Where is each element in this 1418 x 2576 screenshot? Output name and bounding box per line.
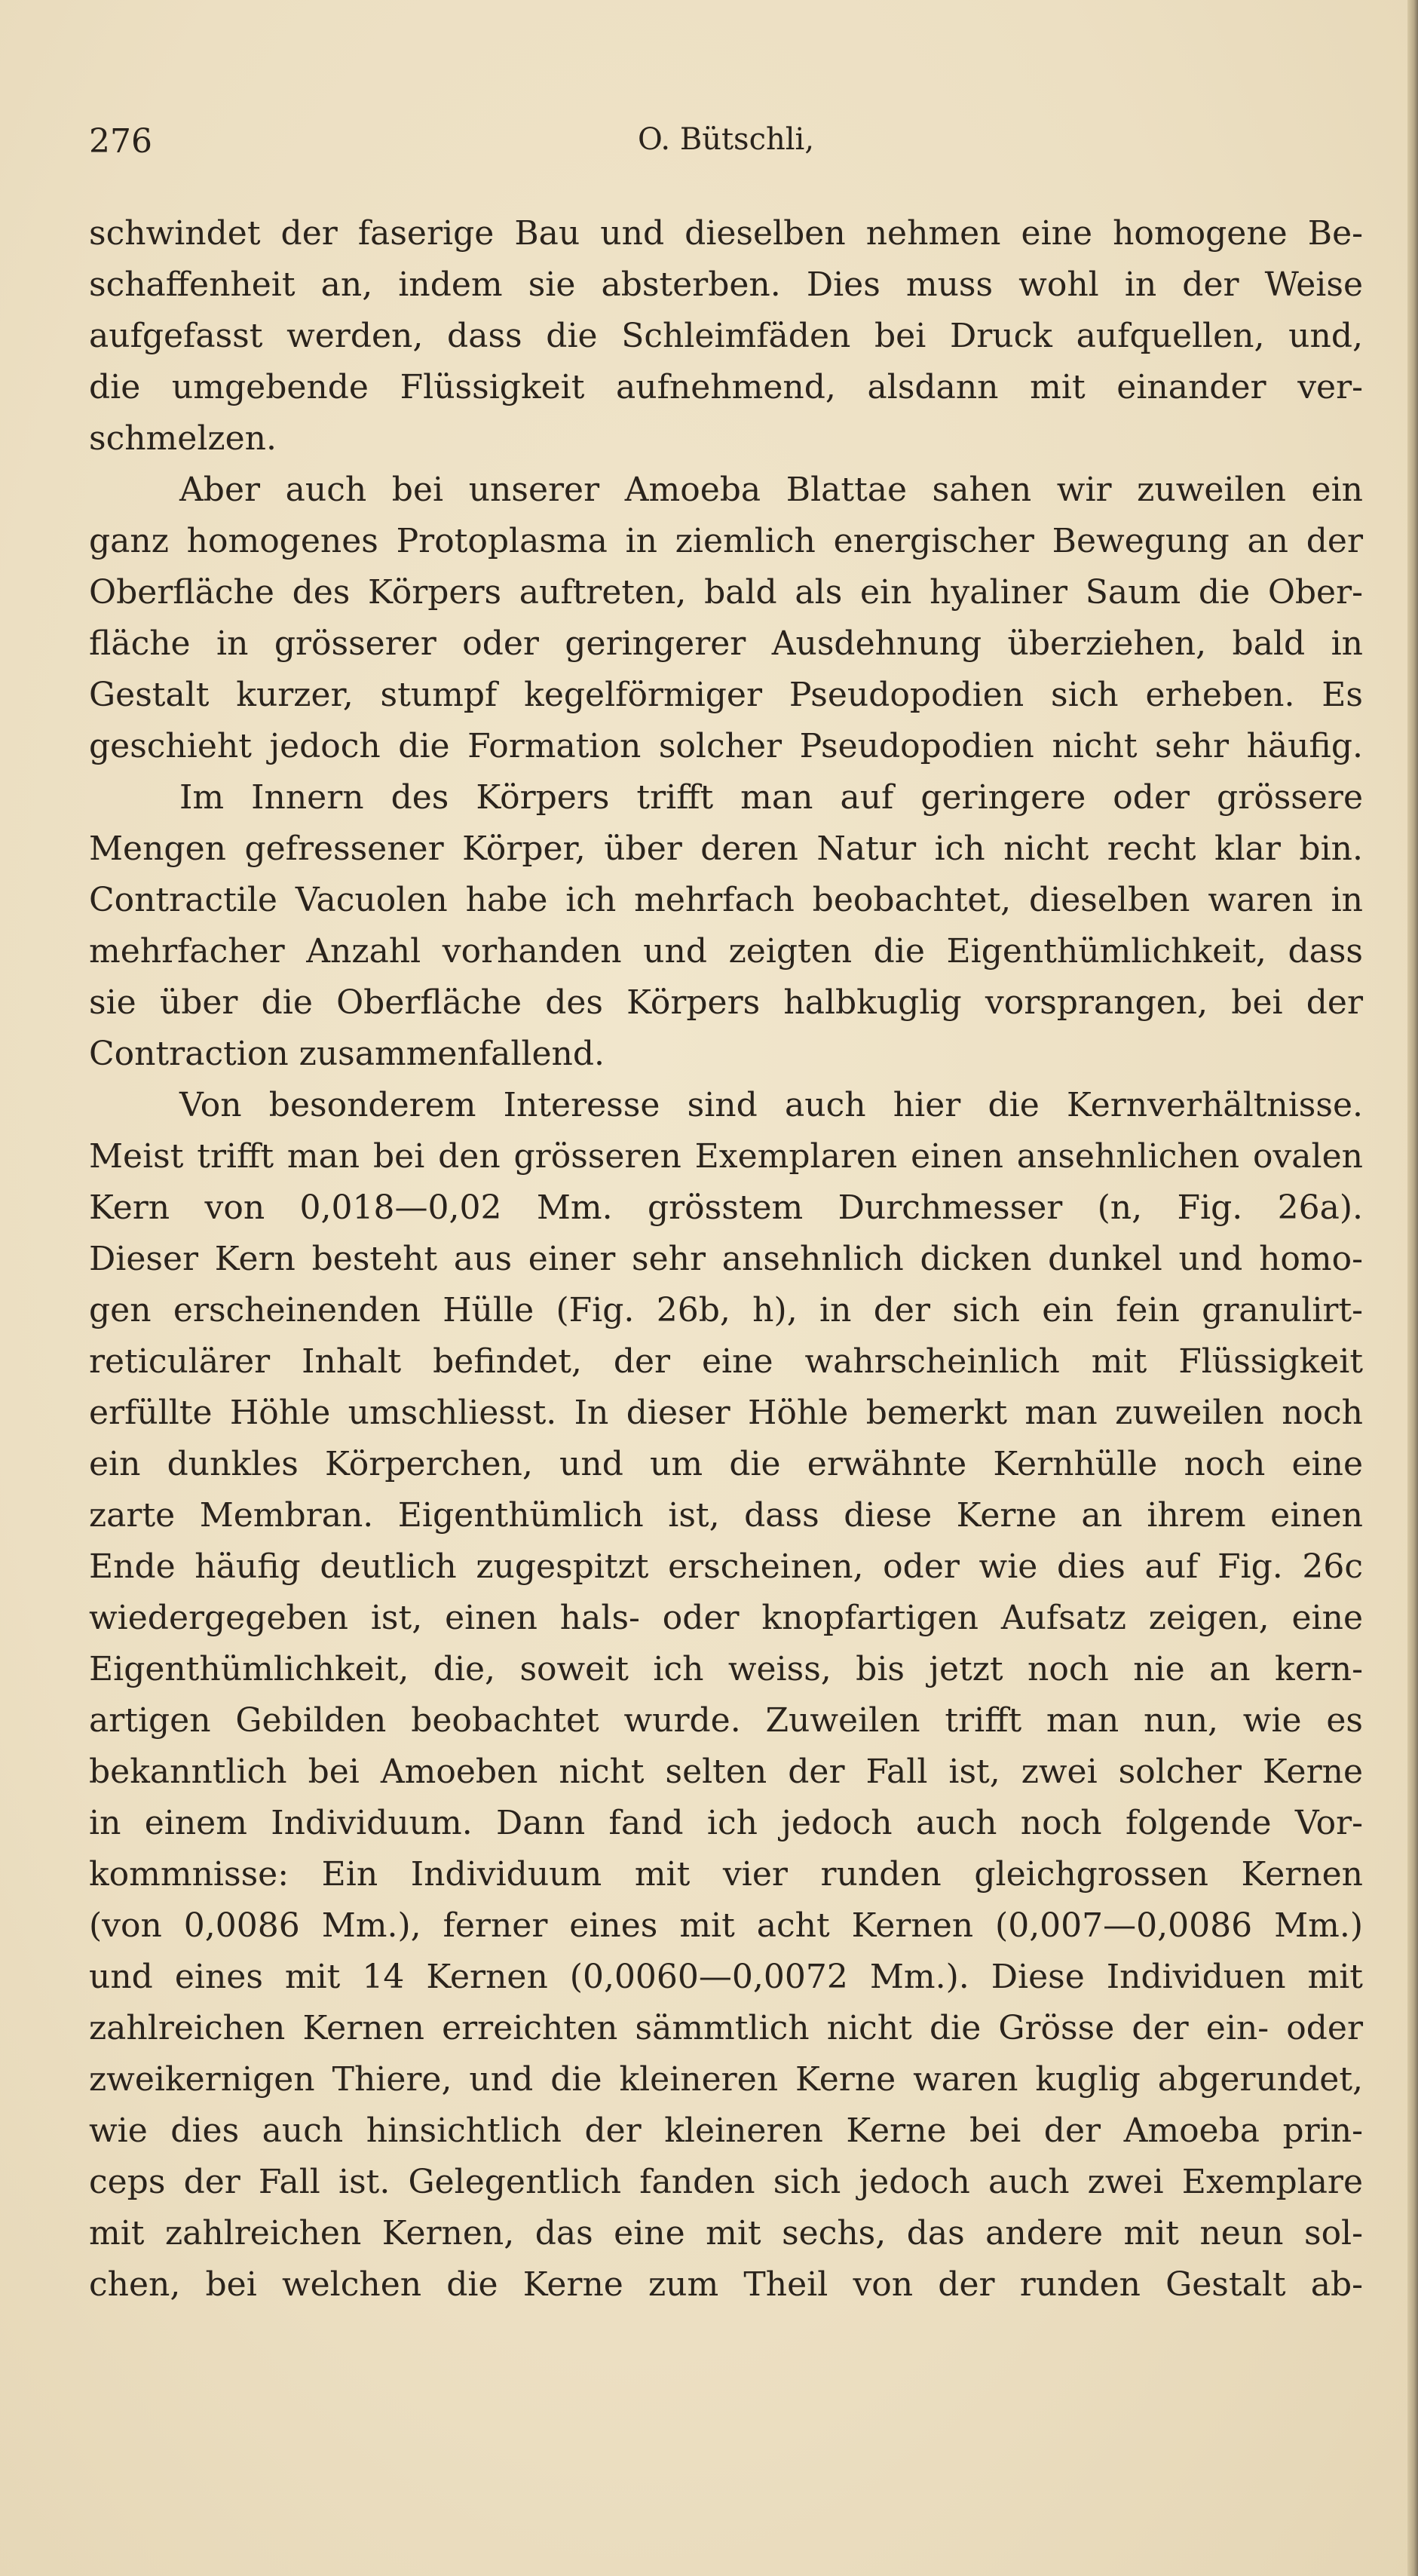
page-header: [89, 113, 1363, 173]
text-line: schaffenheit an, indem sie absterben. Dies muss wohl in der Weise: [89, 265, 1363, 304]
text-line: Dieser Kern besteht aus einer sehr ansehnlich dicken dunkel und homo-: [89, 1240, 1363, 1278]
text-line: ceps der Fall ist. Gelegentlich fanden sich jedoch auch zwei Exemplare: [89, 2163, 1363, 2201]
text-line: Eigenthümlichkeit, die, soweit ich weiss, bis jetzt noch nie an kern-: [89, 1650, 1363, 1688]
text-line: Aber auch bei unserer Amoeba Blattae sahen wir zuweilen ein: [179, 471, 1363, 509]
text-line: mit zahlreichen Kernen, das eine mit sechs, das andere mit neun sol-: [89, 2214, 1363, 2252]
text-line: Oberfläche des Körpers auftreten, bald als ein hyaliner Saum die Ober-: [89, 573, 1363, 612]
text-line: wie dies auch hinsichtlich der kleineren Kerne bei der Amoeba prin-: [89, 2111, 1363, 2150]
text-line: erfüllte Höhle umschliesst. In dieser Höhle bemerkt man zuweilen noch: [89, 1394, 1363, 1432]
page-number: 276: [89, 122, 152, 161]
text-line: fläche in grösserer oder geringerer Ausdehnung überziehen, bald in: [89, 624, 1363, 663]
text-line: aufgefasst werden, dass die Schleimfäden bei Druck aufquellen, und,: [89, 317, 1363, 355]
text-line: sie über die Oberfläche des Körpers halbkuglig vorsprangen, bei der: [89, 983, 1363, 1022]
page-edge: [1407, 0, 1418, 2576]
text-line: in einem Individuum. Dann fand ich jedoch auch noch folgende Vor-: [89, 1804, 1363, 1842]
text-line: Contractile Vacuolen habe ich mehrfach beobachtet, dieselben waren in: [89, 881, 1363, 919]
text-line: ganz homogenes Protoplasma in ziemlich energischer Bewegung an der: [89, 522, 1363, 560]
text-line: Von besonderem Interesse sind auch hier die Kernverhältnisse.: [179, 1086, 1363, 1124]
text-line: Gestalt kurzer, stumpf kegelförmiger Pseudopodien sich erheben. Es: [89, 676, 1363, 714]
text-line: Kern von 0,018—0,02 Mm. grösstem Durchmesser (n, Fig. 26a).: [89, 1188, 1363, 1227]
text-line: bekanntlich bei Amoeben nicht selten der Fall ist, zwei solcher Kerne: [89, 1753, 1363, 1791]
text-line: artigen Gebilden beobachtet wurde. Zuweilen trifft man nun, wie es: [89, 1701, 1363, 1740]
text-line: schwindet der faserige Bau und dieselben nehmen eine homogene Be-: [89, 214, 1363, 253]
text-line: wiedergegeben ist, einen hals- oder knopfartigen Aufsatz zeigen, eine: [89, 1599, 1363, 1637]
text-line: schmelzen.: [89, 419, 277, 458]
text-line: zahlreichen Kernen erreichten sämmtlich nicht die Grösse der ein- oder: [89, 2009, 1363, 2047]
text-line: mehrfacher Anzahl vorhanden und zeigten die Eigenthümlichkeit, dass: [89, 932, 1363, 971]
text-line: ein dunkles Körperchen, und um die erwähnte Kernhülle noch eine: [89, 1445, 1363, 1483]
text-line: zarte Membran. Eigenthümlich ist, dass diese Kerne an ihrem einen: [89, 1496, 1363, 1535]
text-line: Meist trifft man bei den grösseren Exemplaren einen ansehnlichen ovalen: [89, 1137, 1363, 1176]
body-text: [89, 208, 1363, 2311]
text-line: geschieht jedoch die Formation solcher Pseudopodien nicht sehr häufig.: [89, 727, 1363, 765]
text-line: die umgebende Flüssigkeit aufnehmend, alsdann mit einander ver-: [89, 368, 1363, 406]
running-head: O. Bütschli,: [637, 122, 815, 157]
text-line: gen erscheinenden Hülle (Fig. 26b, h), in der sich ein fein granulirt-: [89, 1291, 1363, 1329]
text-line: zweikernigen Thiere, und die kleineren Kerne waren kuglig abgerundet,: [89, 2060, 1363, 2099]
text-line: Mengen gefressener Körper, über deren Natur ich nicht recht klar bin.: [89, 830, 1363, 868]
text-line: (von 0,0086 Mm.), ferner eines mit acht Kernen (0,007—0,0086 Mm.): [89, 1906, 1363, 1945]
text-line: reticulärer Inhalt befindet, der eine wahrscheinlich mit Flüssigkeit: [89, 1342, 1363, 1381]
text-line: und eines mit 14 Kernen (0,0060—0,0072 Mm.). Diese Individuen mit: [89, 1958, 1363, 1996]
text-line: Ende häufig deutlich zugespitzt erscheinen, oder wie dies auf Fig. 26c: [89, 1547, 1363, 1586]
text-line: Contraction zusammenfallend.: [89, 1035, 605, 1073]
text-line: chen, bei welchen die Kerne zum Theil von der runden Gestalt ab-: [89, 2265, 1363, 2304]
text-line: Im Innern des Körpers trifft man auf geringere oder grössere: [179, 778, 1363, 817]
text-line: kommnisse: Ein Individuum mit vier runden gleichgrossen Kernen: [89, 1855, 1363, 1894]
